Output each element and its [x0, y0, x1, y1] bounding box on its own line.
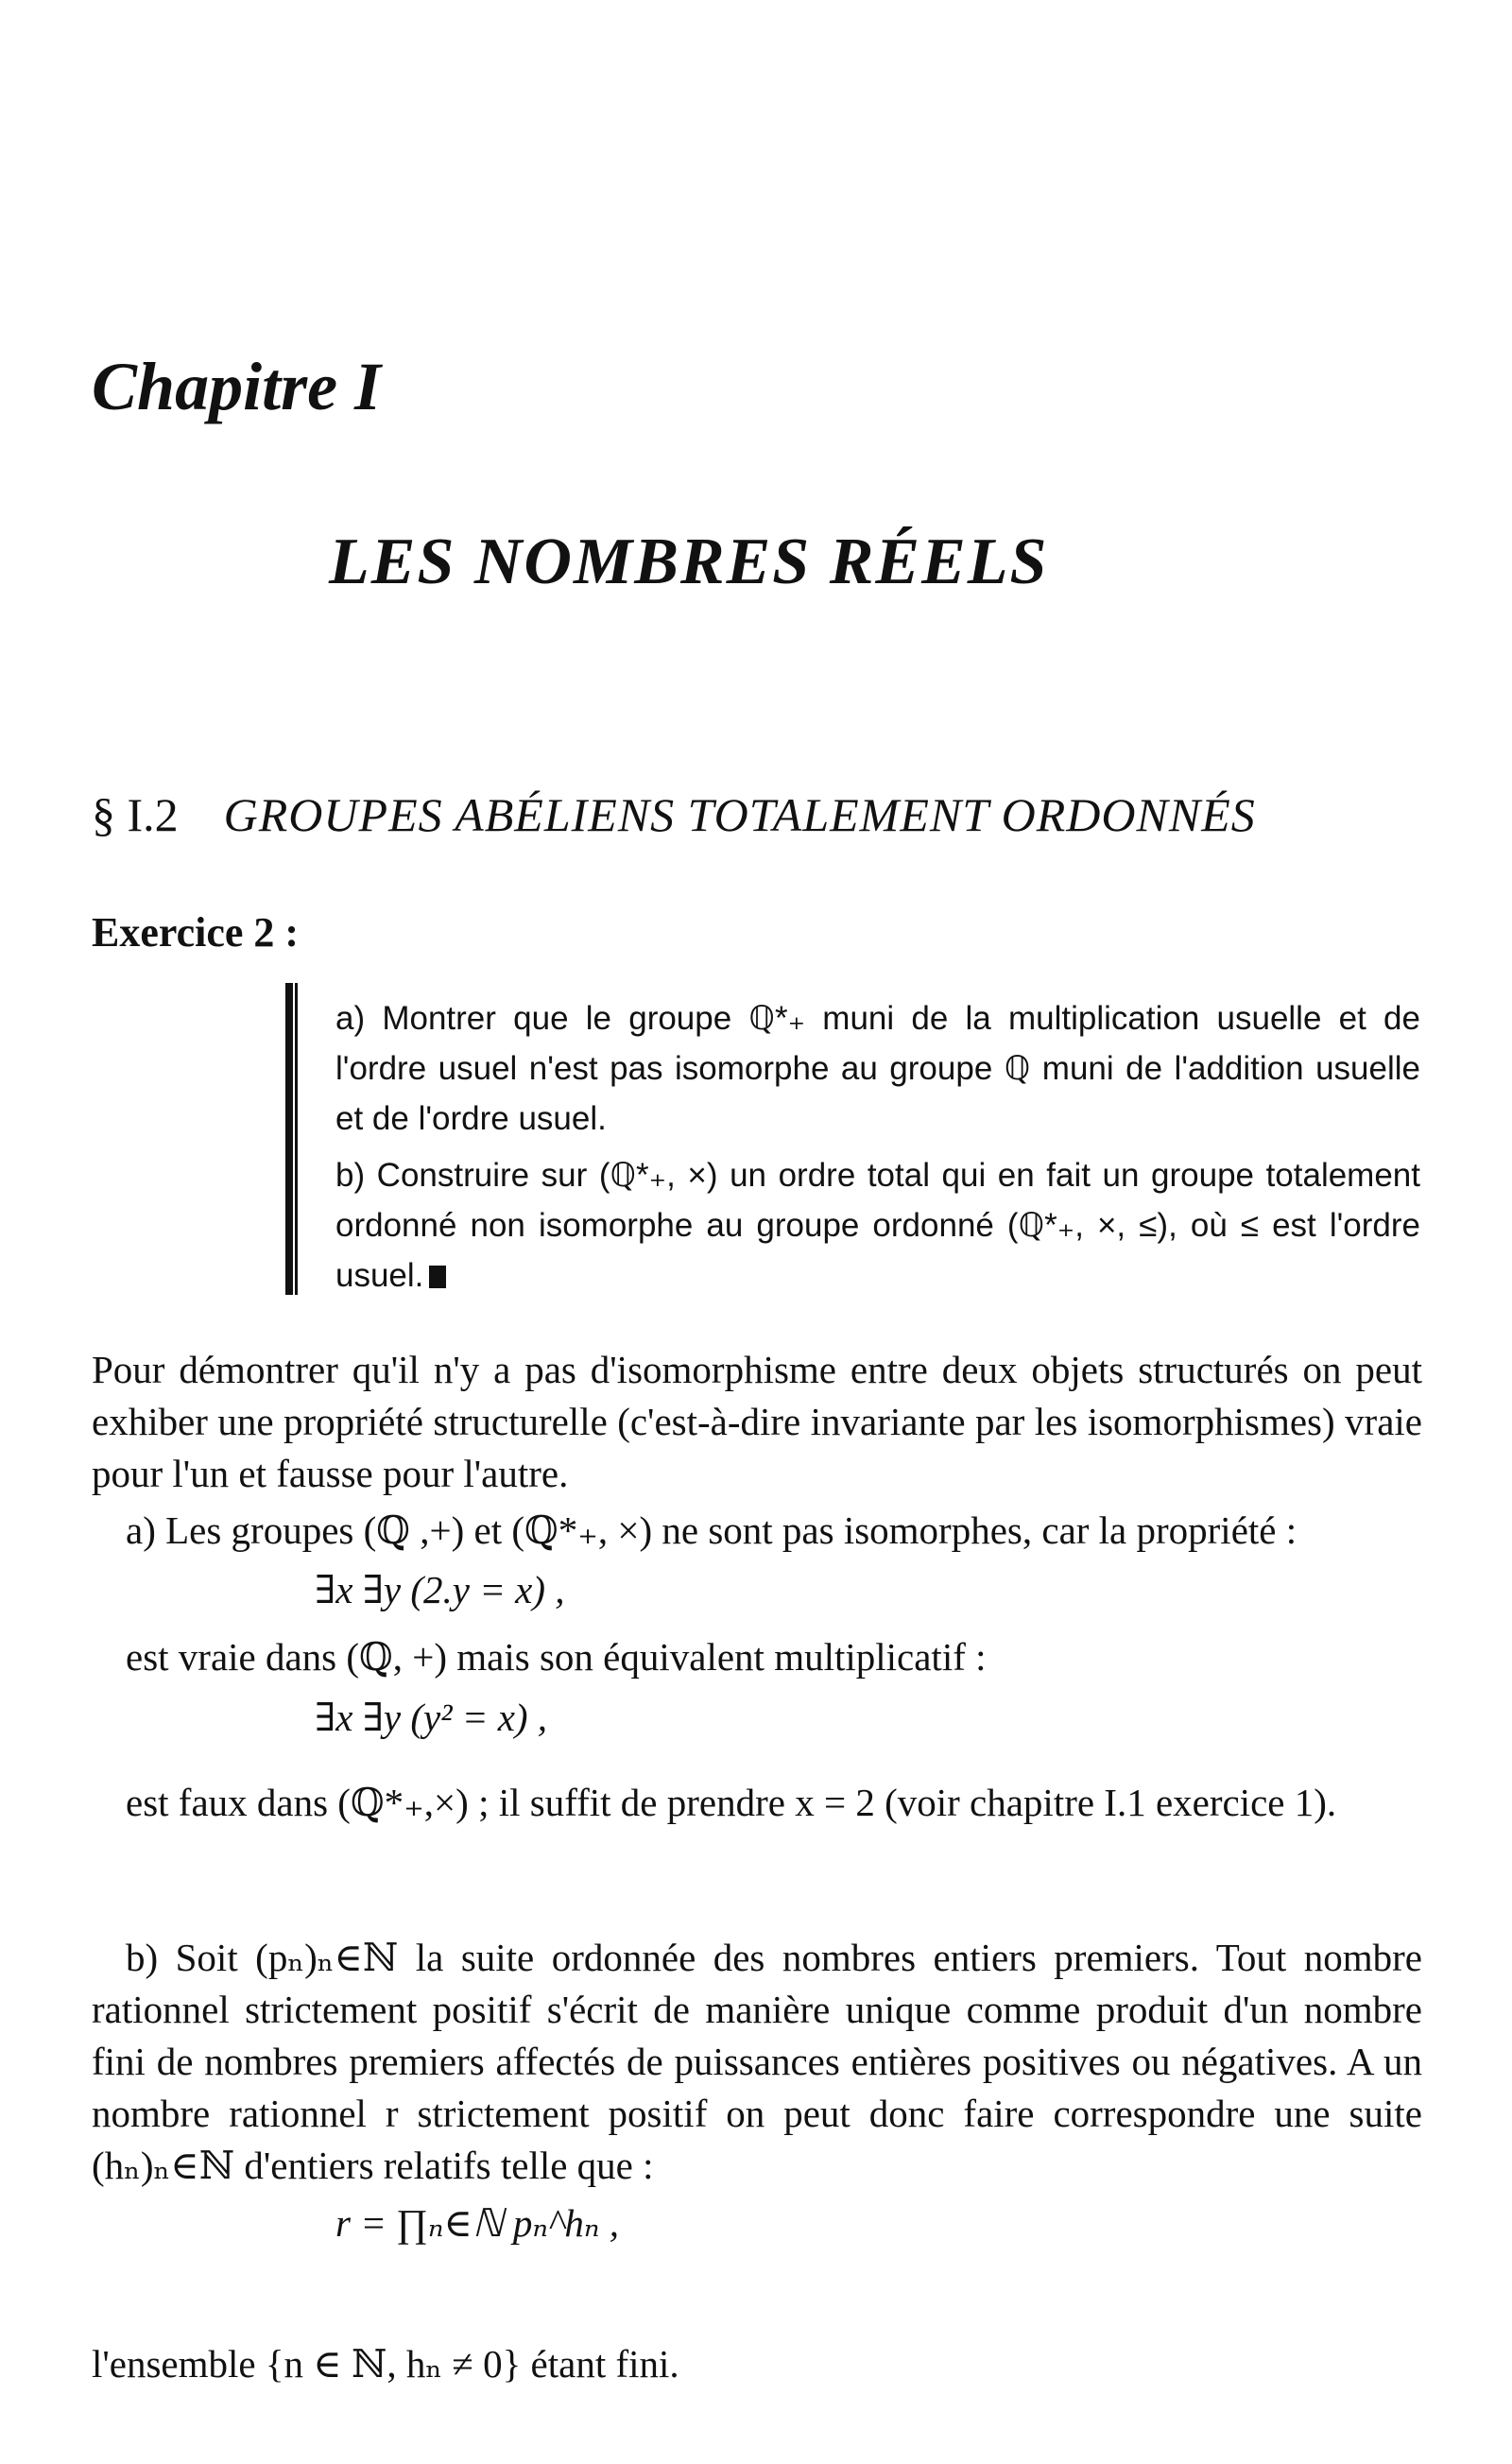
solution-last-line: l'ensemble {n ∈ ℕ, hₙ ≠ 0} étant fini. — [92, 2342, 679, 2386]
solution-intro: Pour démontrer qu'il n'y a pas d'isomorphisme entre deux objets structurés on peut exhiber une propriété structurelle (c'est-à-dire invariante par les isomorphismes) vraie pour l'un et fausse pour l'autre. — [92, 1348, 1422, 1495]
formula-product: r = ∏ₙ∈ℕ pₙ^hₙ , — [335, 2201, 619, 2245]
section-number: § I.2 — [92, 788, 179, 841]
section-heading — [92, 787, 1256, 842]
section-title: GROUPES ABÉLIENS TOTALEMENT ORDONNÉS — [223, 788, 1256, 841]
solution-a-line: a) Les groupes (ℚ ,+) et (ℚ*₊, ×) ne sont pas isomorphes, car la propriété : — [126, 1508, 1297, 1552]
solution-b-paragraph: b) Soit (pₙ)ₙ∈ℕ la suite ordonnée des nombres entiers premiers. Tout nombre rationnel strictement positif s'écrit de manière unique comme produit d'un nombre fini de nombres premiers affectés de puissances entières positives ou négatives. A un nombre rationnel r strictement positif on peut donc faire correspondre une suite (hₙ)ₙ∈ℕ d'entiers relatifs telle que : — [92, 1936, 1422, 2187]
exercise-label: Exercice 2 : — [92, 909, 300, 956]
formula-multiplicative: ∃x ∃y (y² = x) , — [315, 1696, 548, 1739]
chapter-title: LES NOMBRES RÉELS — [329, 526, 1049, 598]
formula-additive: ∃x ∃y (2.y = x) , — [315, 1568, 565, 1611]
statement-part-a: a) Montrer que le groupe ℚ*₊ muni de la multiplication usuelle et de l'ordre usuel n'est pas isomorphe au groupe ℚ muni de l'addition usuelle et de l'ordre usuel. — [335, 1000, 1420, 1137]
chapter-label: Chapitre I — [92, 349, 382, 424]
statement-part-b — [335, 1150, 1420, 1301]
statement-bar — [285, 983, 293, 1295]
statement-bar-thin — [295, 983, 298, 1295]
statement-part-b-text: b) Construire sur (ℚ*₊, ×) un ordre total qui en fait un groupe totalement ordonné non isomorphe au groupe ordonné (ℚ*₊, ×, ≤), où ≤ est l'ordre usuel. — [335, 1157, 1420, 1294]
end-of-statement-icon — [429, 1266, 446, 1288]
solution-a-true: est vraie dans (ℚ, +) mais son équivalent multiplicatif : — [126, 1635, 987, 1679]
solution-a-false: est faux dans (ℚ*₊,×) ; il suffit de prendre x = 2 (voir chapitre I.1 exercice 1). — [126, 1781, 1337, 1824]
